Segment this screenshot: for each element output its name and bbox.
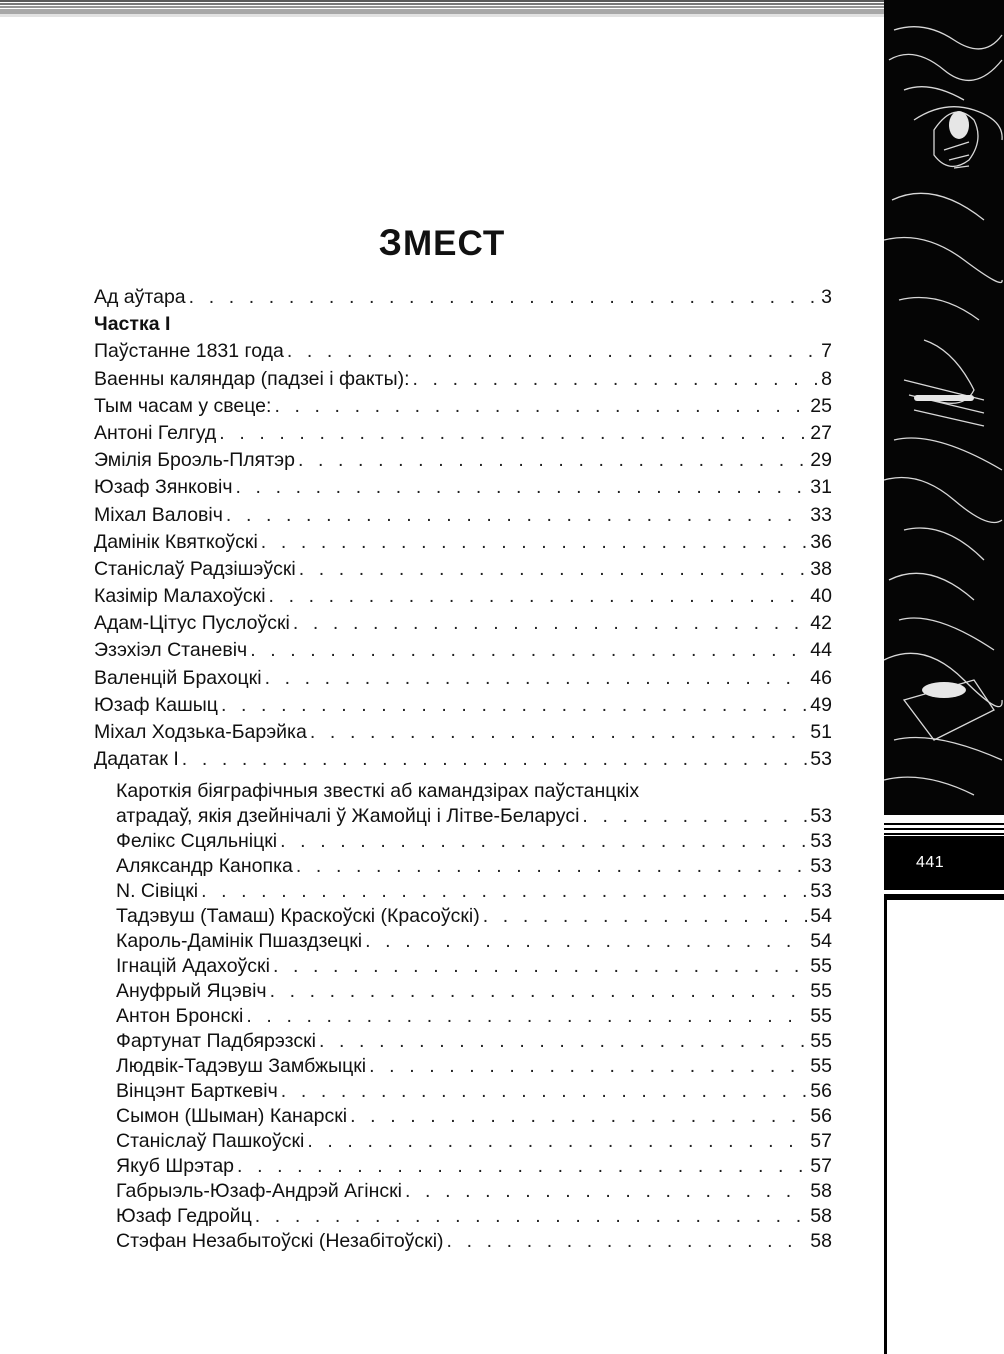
toc-label: Ад аўтара [94, 286, 186, 308]
appendix-entry[interactable] [116, 1030, 832, 1055]
page-title: ЗМЕСТ [378, 222, 506, 263]
dot-leader [219, 422, 807, 445]
toc-entry[interactable] [94, 340, 832, 367]
dot-leader [273, 955, 807, 978]
appendix-entry[interactable] [116, 855, 832, 880]
toc-entry[interactable] [94, 748, 832, 775]
toc-page: 54 [810, 930, 832, 952]
toc-page: 7 [821, 340, 832, 363]
toc-label: Тадэвуш (Тамаш) Краскоўскі (Красоўскі) [116, 905, 480, 927]
toc-entry[interactable] [94, 476, 832, 503]
dot-leader [447, 1230, 808, 1253]
toc-label: Ануфрый Яцэвіч [116, 980, 267, 1002]
top-decorative-rule [0, 0, 884, 22]
toc-entry[interactable] [94, 449, 832, 476]
toc-entry[interactable] [94, 721, 832, 748]
toc-page: 55 [810, 980, 832, 1002]
appendix-entry[interactable] [116, 880, 832, 905]
engraving-illustration [884, 0, 1004, 815]
toc-label: N. Сівіцкі [116, 880, 199, 902]
dot-leader [413, 368, 819, 391]
appendix-entry[interactable] [116, 1105, 832, 1130]
toc-page: 29 [810, 449, 832, 472]
side-vertical-rule [884, 900, 887, 1354]
side-band [884, 0, 1004, 1354]
dot-leader [319, 1030, 807, 1053]
dot-leader [298, 449, 807, 472]
appendix-entry[interactable] [116, 1180, 832, 1205]
appendix-entry[interactable] [116, 955, 832, 980]
toc-page: 58 [810, 1205, 832, 1227]
appendix-entry[interactable] [116, 830, 832, 855]
dot-leader [261, 531, 808, 554]
toc-page: 40 [810, 585, 832, 608]
toc-label: Антоні Гелгуд [94, 421, 217, 444]
dot-leader [226, 504, 807, 527]
toc-page: 46 [810, 666, 832, 689]
dot-leader [221, 694, 807, 717]
toc-page: 56 [810, 1080, 832, 1102]
appendix-entry[interactable] [116, 1230, 832, 1255]
dot-leader [293, 612, 807, 635]
appendix-entry[interactable] [116, 1130, 832, 1155]
toc-page: 53 [810, 830, 832, 852]
dot-leader [265, 667, 808, 690]
toc-page: 49 [810, 693, 832, 716]
toc-page: 55 [810, 1055, 832, 1077]
toc-label: Юзаф Кашыц [94, 693, 218, 716]
toc-page: 44 [810, 639, 832, 662]
toc-entry[interactable] [94, 422, 832, 449]
toc-page: 42 [810, 612, 832, 635]
dot-leader [299, 558, 808, 581]
toc-entry[interactable] [94, 667, 832, 694]
toc-label: Ігнацій Адахоўскі [116, 955, 270, 977]
toc-entry[interactable] [94, 286, 832, 313]
appendix-intro-line-1: Кароткія біяграфічныя звесткі аб камандзірах паўстанцкіх [116, 780, 640, 802]
toc-page: 53 [810, 748, 832, 771]
toc-entry[interactable] [94, 395, 832, 422]
toc-page: 55 [810, 1030, 832, 1052]
toc-label: Антон Бронскі [116, 1005, 244, 1027]
appendix-entry[interactable] [116, 1005, 832, 1030]
toc-label: Адам-Цітус Пуслоўскі [94, 612, 290, 635]
dot-leader [189, 286, 818, 309]
toc-label: Якуб Шрэтар [116, 1155, 235, 1177]
dot-leader [369, 1055, 807, 1078]
toc-label: Тым часам у свеце: [94, 394, 272, 417]
toc-page: 51 [810, 721, 832, 743]
dot-leader [236, 476, 808, 499]
toc-label: Валенцій Брахоцкі [94, 666, 262, 689]
toc-page: 33 [810, 503, 832, 526]
toc-label: Ваенны каляндар (падзеі і факты): [94, 367, 410, 390]
appendix-entry[interactable] [116, 1155, 832, 1180]
dot-leader [270, 980, 808, 1003]
toc-label: Аляксандр Канопка [116, 855, 293, 877]
toc-page: 56 [810, 1105, 832, 1127]
dot-leader [310, 721, 807, 744]
toc-label: Кароль-Дамінік Пшаздзецкі [116, 930, 363, 952]
toc-label: Міхал Валовіч [94, 503, 223, 526]
toc-label: Міхал Ходзька-Барэйка [94, 721, 307, 743]
toc-label: Юзаф Зянковіч [94, 476, 233, 499]
toc-page: 57 [810, 1155, 832, 1177]
toc-label: Стэфан Незабытоўскі (Незабітоўскі) [116, 1230, 444, 1252]
toc-label: Паўстанне 1831 года [94, 340, 284, 363]
appendix-entry[interactable] [116, 1055, 832, 1080]
toc-part-heading: Частка І [94, 313, 171, 336]
toc-page: 27 [810, 421, 832, 444]
appendix-entry[interactable] [116, 930, 832, 955]
toc-page: 55 [810, 955, 832, 977]
toc-entry[interactable] [94, 368, 832, 395]
page-number-box [884, 836, 1004, 890]
toc-entry[interactable] [94, 639, 832, 666]
toc-label: Вінцэнт Барткевіч [116, 1080, 278, 1102]
appendix-entry[interactable] [116, 1080, 832, 1105]
toc-page: 54 [810, 905, 832, 927]
appendix-contents [116, 780, 832, 1255]
dot-leader [250, 639, 807, 662]
toc-entry[interactable] [94, 531, 832, 558]
toc-page: 57 [810, 1130, 832, 1152]
toc-page: 55 [810, 1005, 832, 1027]
table-of-contents [94, 286, 832, 775]
toc-page: 8 [821, 367, 832, 390]
dot-leader [582, 805, 807, 828]
page-number: 441 [916, 854, 945, 871]
toc-page: 53 [810, 880, 832, 902]
dot-leader [280, 830, 807, 853]
toc-label: Фелікс Сцяльніцкі [116, 830, 278, 852]
toc-label: атрадаў, якія дзейнічалі ў Жамойці і Літве-Беларусі [116, 805, 580, 827]
dot-leader [269, 585, 808, 608]
dot-leader [246, 1005, 807, 1028]
toc-page: 38 [810, 557, 832, 580]
toc-label: Фартунат Падбярэзскі [116, 1030, 316, 1052]
dot-leader [255, 1205, 808, 1228]
dot-leader [405, 1180, 807, 1203]
toc-label: Казімір Малахоўскі [94, 585, 266, 608]
toc-label: Габрыэль-Юзаф-Андрэй Агінскі [116, 1180, 403, 1202]
dot-leader [182, 748, 808, 771]
dot-leader [307, 1130, 807, 1153]
toc-page: 36 [810, 530, 832, 553]
toc-page: 3 [821, 286, 832, 308]
toc-label: Сымон (Шыман) Канарскі [116, 1105, 348, 1127]
toc-label: Дадатак І [94, 748, 179, 771]
dot-leader [281, 1080, 808, 1103]
toc-label: Дамінік Квяткоўскі [94, 530, 258, 553]
toc-page: 58 [810, 1180, 832, 1202]
dot-leader [483, 905, 808, 928]
dot-leader [201, 880, 807, 903]
toc-entry[interactable] [94, 612, 832, 639]
dot-leader [274, 395, 807, 418]
dot-leader [350, 1105, 807, 1128]
dot-leader [237, 1155, 807, 1178]
dot-leader [365, 930, 807, 953]
toc-page: 25 [810, 394, 832, 417]
toc-page: 53 [810, 805, 832, 827]
appendix-entry[interactable] [116, 980, 832, 1005]
toc-label: Станіслаў Радзішэўскі [94, 557, 296, 580]
dot-leader [296, 855, 807, 878]
toc-entry[interactable] [94, 585, 832, 612]
toc-label: Станіслаў Пашкоўскі [116, 1130, 305, 1152]
toc-entry[interactable] [94, 558, 832, 585]
toc-entry[interactable] [94, 504, 832, 531]
toc-page: 53 [810, 855, 832, 877]
toc-label: Эмілія Броэль-Плятэр [94, 449, 295, 472]
toc-page: 31 [810, 476, 832, 499]
toc-page: 58 [810, 1230, 832, 1252]
toc-label: Юзаф Гедройц [116, 1205, 252, 1227]
toc-entry[interactable] [94, 694, 832, 721]
side-bottom-rule [884, 894, 1004, 900]
appendix-intro-line-2[interactable] [116, 805, 832, 830]
toc-label: Людвік-Тадэвуш Замбжыцкі [116, 1055, 367, 1077]
toc-label: Эзэхіэл Станевіч [94, 639, 248, 662]
appendix-entry[interactable] [116, 905, 832, 930]
dot-leader [287, 340, 818, 363]
appendix-entry[interactable] [116, 1205, 832, 1230]
